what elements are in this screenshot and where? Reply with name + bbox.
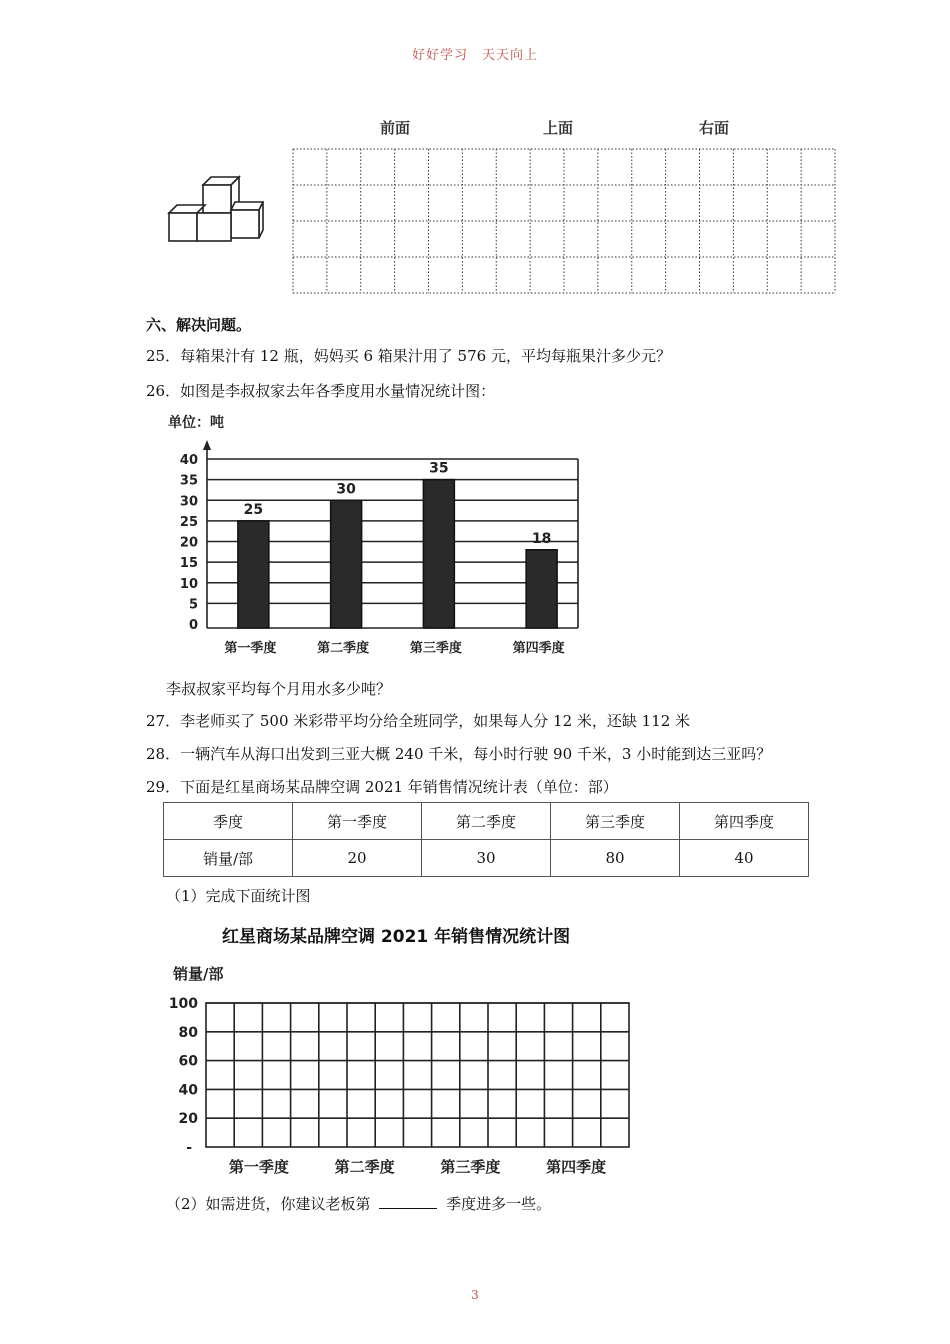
view-label-top: 上面 (543, 119, 574, 137)
table-cell-q2: 30 (422, 840, 551, 877)
y-tick-label: 20 (179, 535, 198, 551)
x-tick-label: 第二季度 (317, 641, 370, 656)
question-29-part2-prefix: （2）如需进货，你建议老板第 (166, 1195, 371, 1213)
sales-table (163, 802, 809, 877)
table-row-label: 销量/部 (164, 840, 293, 877)
y-axis-arrow (203, 440, 211, 450)
page-number: 3 (471, 1288, 479, 1302)
x-tick-label: 第一季度 (224, 641, 277, 656)
table-cell-q3: 80 (551, 840, 680, 877)
water-usage-chart (160, 408, 590, 670)
table-header-q4: 第四季度 (680, 803, 809, 840)
bar-1 (238, 521, 269, 628)
bar-3 (423, 480, 454, 628)
grid-frame (206, 1003, 629, 1147)
table-header-q1: 第一季度 (293, 803, 422, 840)
y-tick-label: 15 (179, 556, 198, 572)
section-title: 六、解决问题。 (146, 316, 252, 334)
x-tick-label: 第三季度 (440, 1158, 501, 1176)
y-tick-label: 25 (179, 514, 198, 530)
y-tick-label: 40 (179, 453, 198, 468)
bar-value-label: 30 (336, 481, 356, 498)
bar-2 (331, 500, 362, 628)
question-29-part1: （1）完成下面统计图 (166, 887, 311, 905)
x-tick-label: 第二季度 (334, 1158, 395, 1176)
bar-value-label: 25 (243, 501, 264, 518)
question-25: 25．每箱果汁有 12 瓶，妈妈买 6 箱果汁用了 576 元，平均每瓶果汁多少元？ (146, 347, 671, 365)
x-tick-label: 第一季度 (228, 1158, 289, 1176)
question-29-part2 (166, 1193, 551, 1214)
y-axis-label: 单位：吨 (168, 415, 224, 431)
view-label-front: 前面 (380, 119, 411, 137)
y-tick-label: 30 (179, 494, 198, 510)
bar-value-label: 35 (429, 460, 449, 477)
table-cell-q1: 20 (293, 840, 422, 877)
y-tick-label: 60 (178, 1053, 198, 1070)
bar-4 (526, 550, 557, 628)
y-tick-label: 10 (179, 576, 198, 592)
y-axis-label: 销量/部 (173, 965, 224, 983)
y-tick-label: 40 (178, 1082, 198, 1099)
answer-blank[interactable] (379, 1194, 437, 1209)
y-tick-label: 0 (188, 618, 198, 633)
drawing-grid[interactable] (292, 148, 836, 294)
y-tick-dash: - (186, 1140, 192, 1156)
x-tick-label: 第四季度 (546, 1158, 607, 1176)
table-cell-q4: 40 (680, 840, 809, 877)
question-27: 27．李老师买了 500 米彩带平均分给全班同学，如果每人分 12 米，还缺 112 米 (146, 712, 691, 730)
question-26: 26．如图是李叔叔家去年各季度用水量情况统计图： (146, 382, 496, 400)
x-tick-label: 第四季度 (512, 641, 565, 656)
y-tick-label: 35 (179, 473, 198, 489)
table-header-row (164, 803, 809, 840)
sales-chart-title: 红星商场某品牌空调 2021 年销售情况统计图 (222, 927, 571, 947)
question-29-part2-suffix: 季度进多一些。 (446, 1195, 552, 1213)
question-28: 28．一辆汽车从海口出发到三亚大概 240 千米，每小时行驶 90 千米，3 小时能到达三亚吗？ (146, 745, 772, 763)
question-26-sub: 李叔叔家平均每个月用水多少吨？ (166, 680, 392, 698)
sales-chart[interactable] (165, 958, 645, 1180)
table-header-q2: 第二季度 (422, 803, 551, 840)
y-tick-label: 5 (188, 597, 198, 613)
question-29: 29．下面是红星商场某品牌空调 2021 年销售情况统计表（单位：部） (146, 778, 618, 796)
bar-value-label: 18 (531, 530, 552, 547)
x-tick-label: 第三季度 (409, 641, 462, 656)
y-tick-label: 80 (178, 1024, 198, 1041)
y-tick-label: 20 (178, 1111, 198, 1128)
view-label-right: 右面 (699, 119, 730, 137)
table-row (164, 840, 809, 877)
y-tick-label: 100 (168, 996, 198, 1012)
cube-figure (165, 172, 269, 246)
page-header: 好好学习 天天向上 (411, 48, 538, 63)
table-header-label: 季度 (164, 803, 293, 840)
table-header-q3: 第三季度 (551, 803, 680, 840)
